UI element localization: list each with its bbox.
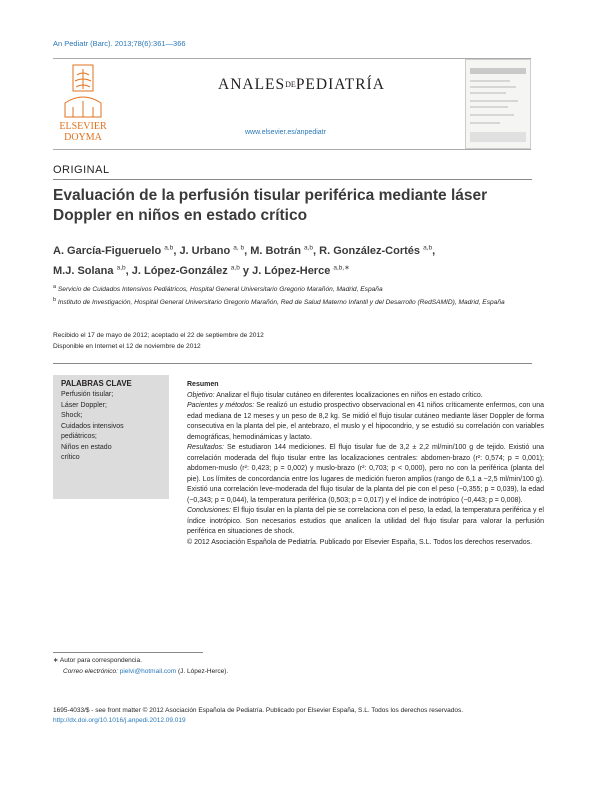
email-note: Correo electrónico: pielvi@hotmail.com (J. López-Herce). <box>63 668 229 675</box>
affiliation: $^b$ Instituto de Investigación, Hospital General Universitario Gregorio Marañón, Red de Salud Materno Infantil y del Desarrollo (RedSAMID), Madrid, España <box>53 297 505 307</box>
online-date: Disponible en Internet el 12 de noviembre de 2012 <box>53 343 201 350</box>
journal-title: ANALESDEPEDIATRÍA <box>218 76 385 93</box>
abstract-results: Resultados: Se estudiaron 144 mediciones. El flujo tisular fue de 3,2 ± 2,2 ml/min/100 g de tejido. Existió una correlación moderada del flujo tisular entre las localizaciones centrales: abdomen-brazo (r²: 0,574; p = 0,001); abdomen-muslo (r²: 0,423; p = 0,002) y muslo-brazo (r²: 0,703; p < 0,000), pero no con la periférica (planta del pie). Los límites de concordancia entre los lugares de medición fueron amplios (rango de 6,1 a −2,5 ml/min/100 g). Existió una correlación leve-moderada del flujo tisular de la planta del pie con el peso (−0,355; p = 0,039), la edad (−0,343; p = 0,044), la temperatura periférica (0,503; p = 0,017) y el índice de inotrópico (−0,443; p = 0,008). <box>187 444 545 504</box>
author-list <box>53 239 543 280</box>
keyword-item: Perfusión tisular; <box>61 391 114 398</box>
section-label: ORIGINAL <box>53 164 110 176</box>
abstract <box>187 380 544 548</box>
author: M.J. Solana $^{a,b}$, <box>53 264 132 278</box>
divider <box>53 179 532 180</box>
author: A. García-Figueruelo $^{a,b}$, <box>53 244 180 257</box>
author: R. González-Cortés $^{a,b}$, <box>319 244 436 257</box>
email-link[interactable]: pielvi@hotmail.com <box>119 668 177 675</box>
article-title: Evaluación de la perfusión tisular periférica mediante láser Doppler en niños en estado crítico <box>53 187 488 224</box>
abstract-objective: Objetivo: Analizar el flujo tisular cutáneo en diferentes localizaciones en niños en estado crítico. <box>187 391 483 399</box>
journal-url-link[interactable]: www.elsevier.es/anpediatr <box>245 129 326 136</box>
journal-header <box>53 58 531 150</box>
author: M. Botrán $^{a,b}$, <box>250 244 320 257</box>
keyword-item: Shock; <box>61 412 83 419</box>
author: J. López-González $^{a,b}$ y <box>131 264 253 278</box>
received-date: Recibido el 17 de mayo de 2012; aceptado el 22 de septiembre de 2012 <box>53 332 264 339</box>
abstract-heading: Resumen <box>187 381 219 388</box>
author: J. Urbano $^{a, b}$, <box>179 244 251 257</box>
elsevier-logo-icon <box>53 63 113 143</box>
journal-citation[interactable]: An Pediatr (Barc). 2013;78(6):361—366 <box>53 39 186 48</box>
keywords-heading: PALABRAS CLAVE <box>61 379 132 388</box>
corresponding-note: ∗ Autor para correspondencia. <box>53 657 142 664</box>
keyword-item: Cuidados intensivos <box>61 422 124 430</box>
keyword-item: crítico <box>61 454 80 461</box>
front-matter-line: 1695-4033/$ - see front matter © 2012 Asociación Española de Pediatría. Publicado por Elsevier España, S.L. Todos los derechos reservados. <box>53 707 464 714</box>
keyword-item: pediátricos; <box>61 433 97 440</box>
logo-text-2: DOYMA <box>64 132 102 143</box>
author: J. López-Herce $^{a,b,∗}$ <box>252 264 350 278</box>
divider <box>53 363 532 364</box>
journal-cover-thumbnail <box>465 59 531 149</box>
cover-image-icon <box>466 60 530 148</box>
abstract-conclusions: Conclusiones: El flujo tisular en la planta del pie se correlaciona con el peso, la edad, la temperatura periférica y el índice inotrópico. Son necesarios estudios que analicen la utilidad del flujo tisular para valorar la perfusión periférica en situaciones de shock. <box>187 507 544 535</box>
footnote-divider <box>53 652 203 653</box>
keywords-box <box>53 375 169 499</box>
keyword-item: Láser Doppler; <box>61 401 107 409</box>
keyword-item: Niños en estado <box>61 443 112 451</box>
abstract-copyright: © 2012 Asociación Española de Pediatría. Publicado por Elsevier España, S.L. Todos los derechos reservados. <box>187 538 533 546</box>
doi-link[interactable]: http://dx.doi.org/10.1016/j.anpedi.2012.09.019 <box>53 717 186 724</box>
abstract-methods: Pacientes y métodos: Se realizó un estudio prospectivo observacional en 41 niños críticamente enfermos, con una edad mediana de 12 meses y un peso de 8,2 kg. Se midió el flujo tisular cutáneo mediante láser Doppler de forma consecutiva en la planta del pie, el antebrazo, el muslo y el hipocondrio, y se estudió su correlación con variables demográficas, hemodinámicas y lactato. <box>187 402 544 441</box>
logo-text-1: ELSEVIER <box>59 121 107 132</box>
affiliation: $^a$ Servicio de Cuidados Intensivos Pediátricos, Hospital General Universitario Gregorio Marañón, Madrid, España <box>53 284 383 294</box>
